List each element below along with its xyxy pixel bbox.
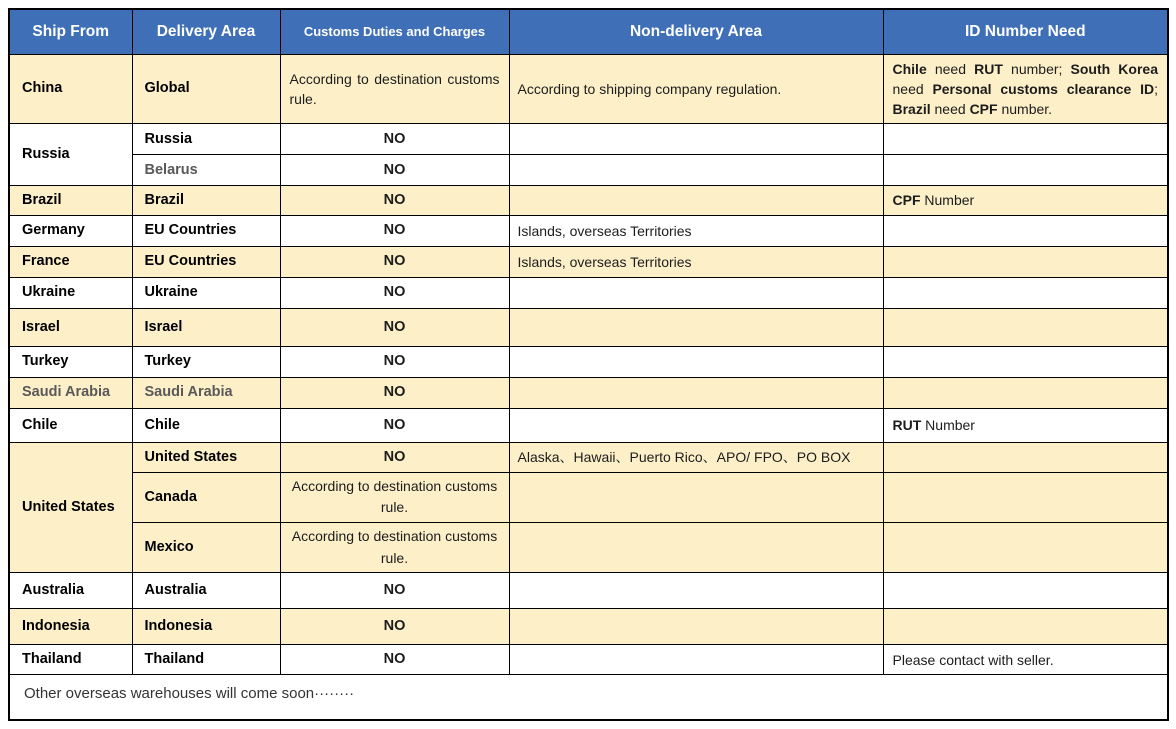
- ship-from-cell: France: [9, 246, 132, 277]
- ship-from-cell: Australia: [9, 573, 132, 609]
- id-number-cell: [883, 155, 1168, 186]
- non-delivery-cell: Islands, overseas Territories: [509, 215, 883, 246]
- non-delivery-cell: [509, 308, 883, 346]
- table-row-chile: [9, 408, 1168, 442]
- header-ship-from: Ship From: [9, 9, 132, 54]
- header-delivery-area: Delivery Area: [132, 9, 280, 54]
- id-number-cell: [883, 609, 1168, 645]
- table-row-germany: [9, 215, 1168, 246]
- delivery-area-cell: Brazil: [132, 186, 280, 215]
- table-row-australia: [9, 573, 1168, 609]
- non-delivery-cell: [509, 645, 883, 675]
- delivery-area-cell: Israel: [132, 308, 280, 346]
- id-number-cell: [883, 442, 1168, 472]
- delivery-area-cell: EU Countries: [132, 215, 280, 246]
- ship-from-cell: Thailand: [9, 645, 132, 675]
- id-number-cell: [883, 124, 1168, 155]
- customs-cell: According to destination customs rule.: [280, 523, 509, 573]
- delivery-area-cell: United States: [132, 442, 280, 472]
- id-number-cell: CPF Number: [883, 186, 1168, 215]
- id-number-cell: [883, 573, 1168, 609]
- table-row-saudi-arabia: [9, 377, 1168, 408]
- customs-cell: NO: [280, 155, 509, 186]
- customs-cell: NO: [280, 377, 509, 408]
- non-delivery-cell: Islands, overseas Territories: [509, 246, 883, 277]
- customs-cell: NO: [280, 442, 509, 472]
- non-delivery-cell: [509, 472, 883, 522]
- ship-from-cell: Chile: [9, 408, 132, 442]
- table-row-united-states: [9, 442, 1168, 472]
- delivery-area-cell: Australia: [132, 573, 280, 609]
- non-delivery-cell: [509, 186, 883, 215]
- customs-cell: NO: [280, 246, 509, 277]
- id-number-cell: [883, 346, 1168, 377]
- customs-cell: NO: [280, 573, 509, 609]
- table-row-israel: [9, 308, 1168, 346]
- non-delivery-cell: [509, 523, 883, 573]
- delivery-area-cell: Russia: [132, 124, 280, 155]
- delivery-area-cell: Indonesia: [132, 609, 280, 645]
- customs-cell: NO: [280, 609, 509, 645]
- ship-from-cell: Indonesia: [9, 609, 132, 645]
- id-number-cell: [883, 246, 1168, 277]
- header-non-delivery-area: Non-delivery Area: [509, 9, 883, 54]
- delivery-area-cell: Thailand: [132, 645, 280, 675]
- header-row: [9, 9, 1168, 54]
- ship-from-cell: Ukraine: [9, 277, 132, 308]
- customs-cell: According to destination customs rule.: [280, 54, 509, 124]
- ship-from-cell: China: [9, 54, 132, 124]
- id-number-cell: [883, 308, 1168, 346]
- id-number-cell: Chile need RUT number; South Korea need Personal customs clearance ID; Brazil need CPF number.: [883, 54, 1168, 124]
- table-row-thailand: [9, 645, 1168, 675]
- non-delivery-cell: [509, 124, 883, 155]
- non-delivery-cell: [509, 155, 883, 186]
- non-delivery-cell: [509, 573, 883, 609]
- delivery-area-cell: Belarus: [132, 155, 280, 186]
- ship-from-cell: Brazil: [9, 186, 132, 215]
- table-row-france: [9, 246, 1168, 277]
- table-row-brazil: [9, 186, 1168, 215]
- customs-cell: NO: [280, 277, 509, 308]
- customs-cell: According to destination customs rule.: [280, 472, 509, 522]
- delivery-area-cell: EU Countries: [132, 246, 280, 277]
- ship-from-cell: United States: [9, 442, 132, 573]
- table-row-mexico: [9, 523, 1168, 573]
- table-row-belarus: [9, 155, 1168, 186]
- table-row-russia: [9, 124, 1168, 155]
- customs-cell: NO: [280, 645, 509, 675]
- customs-cell: NO: [280, 215, 509, 246]
- ship-from-cell: Russia: [9, 124, 132, 186]
- non-delivery-cell: [509, 408, 883, 442]
- ship-from-cell: Germany: [9, 215, 132, 246]
- ship-from-cell: Saudi Arabia: [9, 377, 132, 408]
- table-row-canada: [9, 472, 1168, 522]
- delivery-area-cell: Mexico: [132, 523, 280, 573]
- customs-cell: NO: [280, 308, 509, 346]
- customs-cell: NO: [280, 408, 509, 442]
- non-delivery-cell: [509, 346, 883, 377]
- header-customs-duties: Customs Duties and Charges: [280, 9, 509, 54]
- table-row-indonesia: [9, 609, 1168, 645]
- delivery-area-cell: Chile: [132, 408, 280, 442]
- ship-from-cell: Turkey: [9, 346, 132, 377]
- delivery-area-cell: Turkey: [132, 346, 280, 377]
- shipping-info-table: [8, 8, 1169, 721]
- header-id-number-need: ID Number Need: [883, 9, 1168, 54]
- id-number-cell: [883, 377, 1168, 408]
- id-number-cell: [883, 215, 1168, 246]
- footer-note: Other overseas warehouses will come soon········: [9, 675, 1168, 720]
- customs-cell: NO: [280, 186, 509, 215]
- non-delivery-cell: [509, 377, 883, 408]
- delivery-area-cell: Canada: [132, 472, 280, 522]
- delivery-area-cell: Global: [132, 54, 280, 124]
- delivery-area-cell: Saudi Arabia: [132, 377, 280, 408]
- non-delivery-cell: According to shipping company regulation.: [509, 54, 883, 124]
- table-row-ukraine: [9, 277, 1168, 308]
- ship-from-cell: Israel: [9, 308, 132, 346]
- id-number-cell: [883, 472, 1168, 522]
- non-delivery-cell: [509, 277, 883, 308]
- footer-note-row: [9, 675, 1168, 720]
- table-row-china: [9, 54, 1168, 124]
- id-number-cell: [883, 277, 1168, 308]
- customs-cell: NO: [280, 346, 509, 377]
- id-number-cell: [883, 523, 1168, 573]
- id-number-cell: Please contact with seller.: [883, 645, 1168, 675]
- id-number-cell: RUT Number: [883, 408, 1168, 442]
- non-delivery-cell: [509, 609, 883, 645]
- customs-cell: NO: [280, 124, 509, 155]
- table-row-turkey: [9, 346, 1168, 377]
- delivery-area-cell: Ukraine: [132, 277, 280, 308]
- non-delivery-cell: Alaska、Hawaii、Puerto Rico、APO/ FPO、PO BOX: [509, 442, 883, 472]
